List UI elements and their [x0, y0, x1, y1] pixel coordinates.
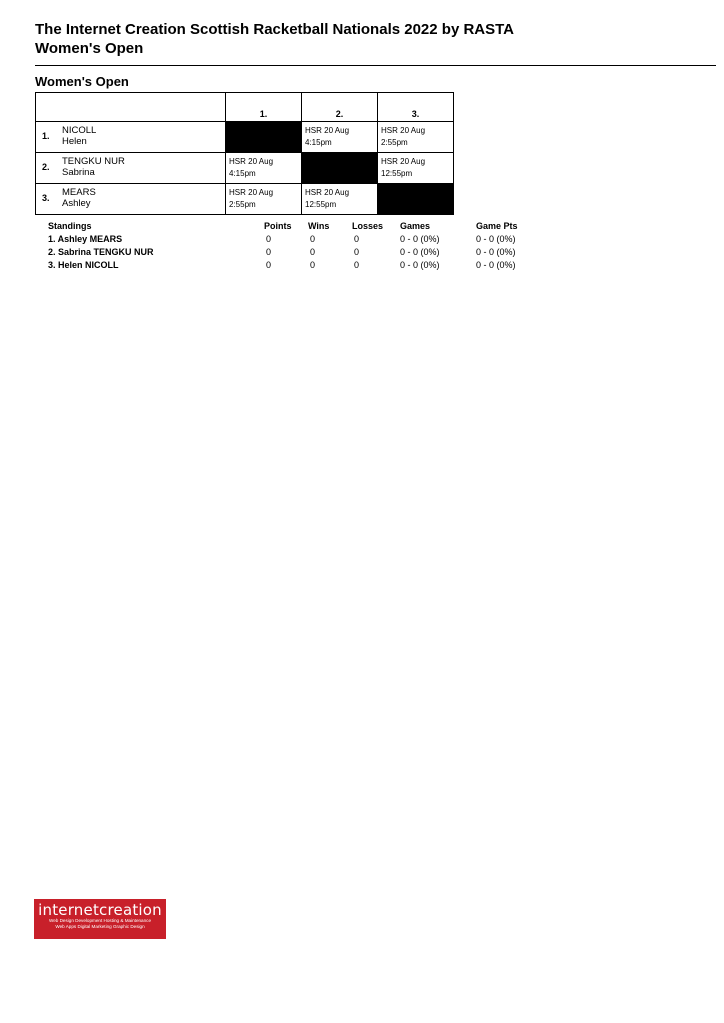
logo-tagline-2: Web Apps Digital Marketing Graphic Design — [55, 924, 145, 929]
logo-wordmark: internetcreation — [38, 901, 162, 919]
section-title: Women's Open — [35, 74, 129, 89]
match-time: 4:15pm — [229, 169, 256, 178]
match-court-date: HSR 20 Aug — [229, 188, 274, 197]
standing-points: 0 — [266, 259, 272, 270]
player-name — [62, 156, 125, 178]
grid-header-row — [36, 93, 454, 122]
standings-header-row — [48, 219, 536, 232]
standing-player: 1. Ashley MEARS — [48, 233, 123, 244]
match-cell — [226, 153, 302, 184]
grid-col-header: 2. — [302, 93, 378, 122]
player-row — [36, 122, 454, 153]
document-title — [35, 20, 675, 58]
standings-row — [48, 258, 536, 271]
match-time: 12:55pm — [305, 200, 337, 209]
match-cell — [302, 184, 378, 215]
grid-col-header: 3. — [378, 93, 454, 122]
match-court-date: HSR 20 Aug — [229, 157, 274, 166]
player-surname: NICOLL — [62, 125, 97, 136]
standing-points: 0 — [266, 233, 272, 244]
grid-col-header: 1. — [226, 93, 302, 122]
player-number: 2. — [42, 162, 50, 172]
standing-wins: 0 — [310, 233, 316, 244]
standing-losses: 0 — [354, 246, 360, 257]
player-firstname: Ashley — [62, 198, 91, 209]
internetcreation-logo — [34, 899, 166, 939]
standing-points: 0 — [266, 246, 272, 257]
match-time: 12:55pm — [381, 169, 413, 178]
player-name — [62, 187, 96, 209]
standing-player: 3. Helen NICOLL — [48, 259, 119, 270]
game-pts-header: Game Pts — [476, 220, 518, 231]
player-row — [36, 153, 454, 184]
match-court-date: HSR 20 Aug — [381, 157, 426, 166]
player-firstname: Sabrina — [62, 167, 95, 178]
match-time: 4:15pm — [305, 138, 332, 147]
match-cell — [378, 153, 454, 184]
standing-losses: 0 — [354, 259, 360, 270]
points-header: Points — [264, 220, 292, 231]
player-surname: TENGKU NUR — [62, 156, 125, 167]
standings-row — [48, 245, 536, 258]
player-surname: MEARS — [62, 187, 96, 198]
games-header: Games — [400, 220, 431, 231]
match-court-date: HSR 20 Aug — [305, 126, 350, 135]
standing-game-pts: 0 - 0 (0%) — [476, 259, 516, 270]
logo-tagline-1: Web Design Development Hosting & Maintenance — [48, 918, 152, 923]
match-court-date: HSR 20 Aug — [305, 188, 350, 197]
player-number: 3. — [42, 193, 50, 203]
match-time: 2:55pm — [381, 138, 408, 147]
match-time: 2:55pm — [229, 200, 256, 209]
standings-table — [48, 219, 536, 271]
standing-player: 2. Sabrina TENGKU NUR — [48, 246, 154, 257]
standing-losses: 0 — [354, 233, 360, 244]
title-line-1: The Internet Creation Scottish Racketball Nationals 2022 by RASTA — [35, 21, 515, 38]
match-cell — [226, 184, 302, 215]
player-firstname: Helen — [62, 136, 87, 147]
standings-header: Standings — [48, 220, 92, 231]
match-cell — [378, 122, 454, 153]
player-number: 1. — [42, 131, 50, 141]
standing-games: 0 - 0 (0%) — [400, 259, 440, 270]
grid-corner — [36, 93, 226, 122]
player-cell — [36, 122, 226, 153]
standing-wins: 0 — [310, 259, 316, 270]
match-cell — [302, 122, 378, 153]
player-cell — [36, 153, 226, 184]
self-match-cell — [378, 184, 454, 215]
standing-game-pts: 0 - 0 (0%) — [476, 246, 516, 257]
standing-games: 0 - 0 (0%) — [400, 246, 440, 257]
header-divider — [35, 65, 716, 66]
self-match-cell — [226, 122, 302, 153]
player-name — [62, 125, 96, 147]
round-robin-grid — [35, 92, 454, 215]
player-cell — [36, 184, 226, 215]
standing-game-pts: 0 - 0 (0%) — [476, 233, 516, 244]
title-line-2: Women's Open — [35, 40, 144, 57]
player-row — [36, 184, 454, 215]
wins-header: Wins — [308, 220, 330, 231]
losses-header: Losses — [352, 220, 384, 231]
match-court-date: HSR 20 Aug — [381, 126, 426, 135]
self-match-cell — [302, 153, 378, 184]
standing-wins: 0 — [310, 246, 316, 257]
standing-games: 0 - 0 (0%) — [400, 233, 440, 244]
standings-row — [48, 232, 536, 245]
